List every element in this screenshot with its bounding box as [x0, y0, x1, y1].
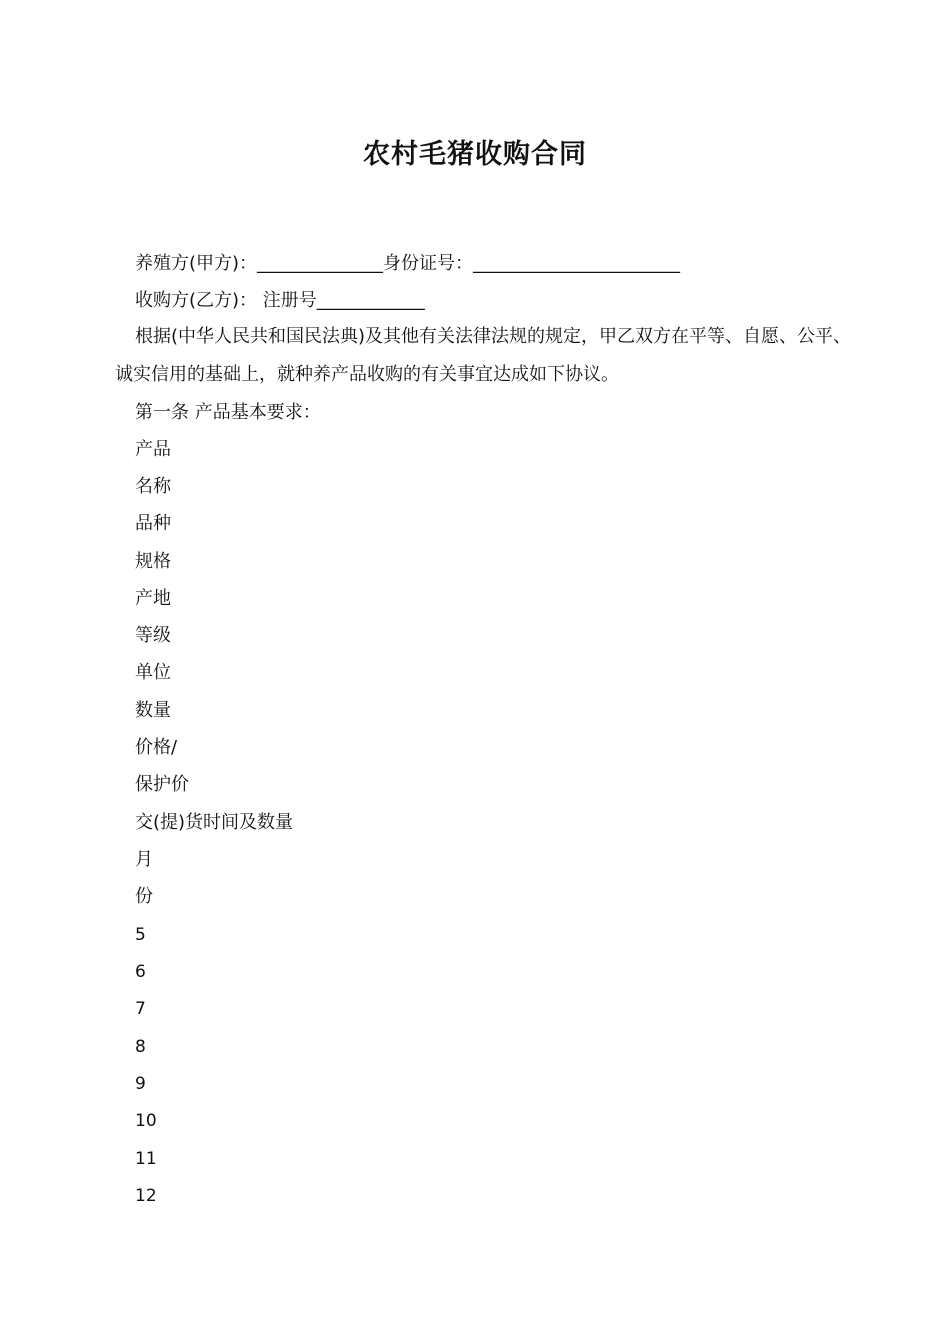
table-item: 份 [135, 886, 153, 907]
document-title: 农村毛猪收购合同 [363, 139, 587, 170]
month-number: 6 [135, 962, 146, 982]
month-number: 11 [135, 1149, 157, 1169]
table-item: 等级 [135, 625, 171, 646]
table-item: 名称 [135, 476, 171, 497]
party-b-line: 收购方(乙方)： 注册号____________ [135, 290, 425, 311]
table-item: 数量 [135, 700, 171, 721]
table-item: 规格 [135, 551, 171, 572]
month-number: 8 [135, 1037, 146, 1057]
table-item: 产品 [135, 439, 171, 460]
table-item: 交(提)货时间及数量 [135, 812, 294, 833]
month-number: 12 [135, 1186, 157, 1206]
month-number: 10 [135, 1111, 157, 1131]
table-item: 价格/ [135, 737, 178, 758]
month-number: 7 [135, 999, 146, 1019]
article-1-heading: 第一条 产品基本要求： [135, 402, 321, 423]
table-item: 单位 [135, 662, 171, 683]
table-item: 保护价 [135, 774, 189, 795]
preamble-paragraph: 根据(中华人民共和国民法典)及其他有关法律法规的规定，甲乙双方在平等、自愿、公平、诚实信用的基础上，就种养产品收购的有关事宜达成如下协议。 [115, 326, 852, 385]
table-item: 品种 [135, 513, 171, 534]
month-number: 5 [135, 925, 146, 945]
table-item: 产地 [135, 588, 171, 609]
month-number: 9 [135, 1074, 146, 1094]
table-item: 月 [135, 849, 153, 870]
party-a-line: 养殖方(甲方)：______________身份证号：_______________________ [135, 253, 681, 274]
